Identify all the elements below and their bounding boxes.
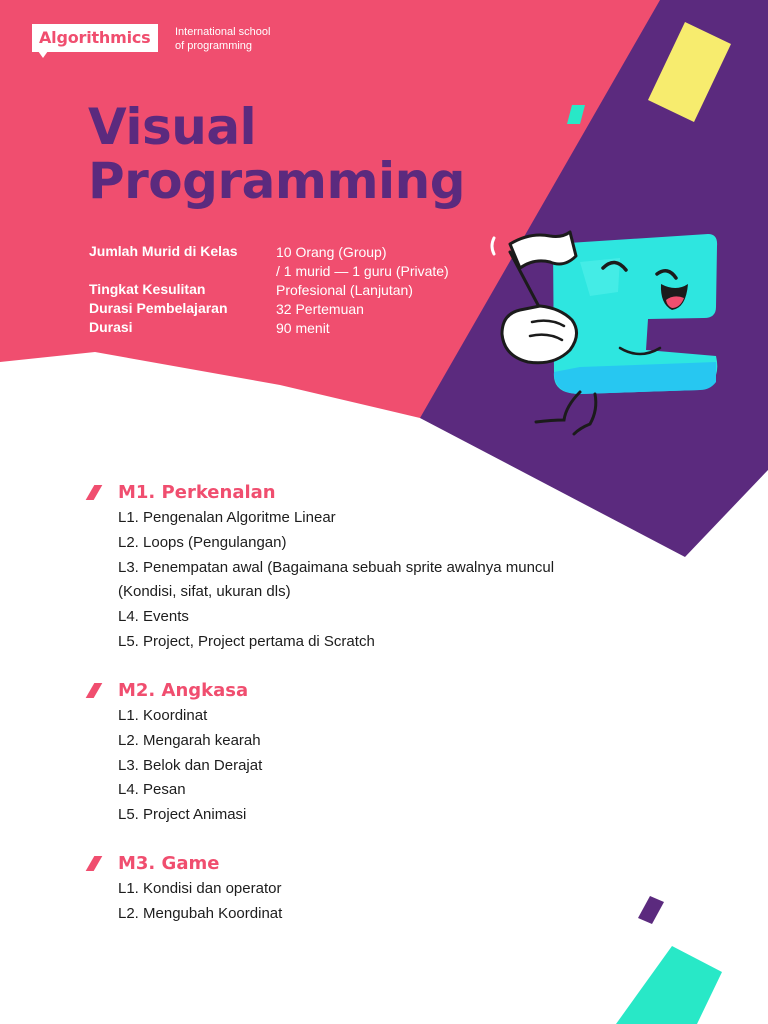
lesson-item: L2. Mengarah kearah — [118, 731, 261, 749]
lesson-item: L3. Belok dan Derajat — [118, 756, 263, 774]
lesson-item: L3. Penempatan awal (Bagaimana sebuah sprite awalnya muncul (Kondisi, sifat, ukuran dls) — [118, 558, 555, 601]
lesson-item: L2. Loops (Pengulangan) — [118, 533, 287, 551]
lesson-item: L1. Kondisi dan operator — [118, 880, 282, 897]
title-line-2: Programming — [88, 152, 466, 210]
lesson-item: L1. Pengenalan Algoritme Linear — [118, 509, 336, 526]
mascot-legs — [536, 392, 596, 434]
flag-cloth — [510, 232, 576, 268]
mascot-body — [553, 234, 717, 394]
mascot-illustration — [480, 222, 730, 438]
lesson-item: L5. Project, Project pertama di Scratch — [118, 632, 375, 650]
module-1-title: M1. Perkenalan — [118, 482, 276, 503]
lesson-item: L4. Pesan — [118, 781, 186, 799]
purple-confetti — [638, 896, 664, 924]
lesson-item: L2. Mengubah Koordinat — [118, 904, 283, 922]
student-count-label: Jumlah Murid di Kelas — [89, 243, 238, 259]
module-2-lessons — [118, 704, 578, 828]
tagline-line-1: International school — [175, 26, 271, 38]
motion-mark — [492, 238, 494, 254]
difficulty-value: Profesional (Lanjutan) — [276, 282, 413, 298]
page-title — [88, 100, 465, 208]
session-label: Durasi — [89, 319, 133, 335]
session-value: 90 menit — [276, 320, 330, 336]
module-2-title: M2. Angkasa — [118, 680, 249, 701]
lesson-item: L4. Events — [118, 608, 189, 626]
lesson-item: L1. Koordinat — [118, 707, 208, 724]
difficulty-label: Tingkat Kesulitan — [89, 281, 206, 297]
logo-speech-tail — [38, 51, 48, 58]
module-1-lessons — [118, 506, 578, 655]
module-3-title: M3. Game — [118, 853, 220, 874]
duration-value: 32 Pertemuan — [276, 301, 364, 317]
title-line-1: Visual — [88, 98, 257, 156]
algorithmics-logo: Algorithmics — [32, 24, 158, 52]
tagline — [175, 25, 270, 53]
module-3-lessons — [118, 877, 578, 927]
teal-confetti-large — [616, 946, 722, 1024]
duration-label: Durasi Pembelajaran — [89, 300, 228, 316]
lesson-item: L5. Project Animasi — [118, 806, 247, 824]
tagline-line-2: of programming — [175, 40, 253, 52]
student-count-value-1: 10 Orang (Group) — [276, 244, 387, 260]
student-count-value-2: / 1 murid — 1 guru (Private) — [276, 263, 449, 279]
